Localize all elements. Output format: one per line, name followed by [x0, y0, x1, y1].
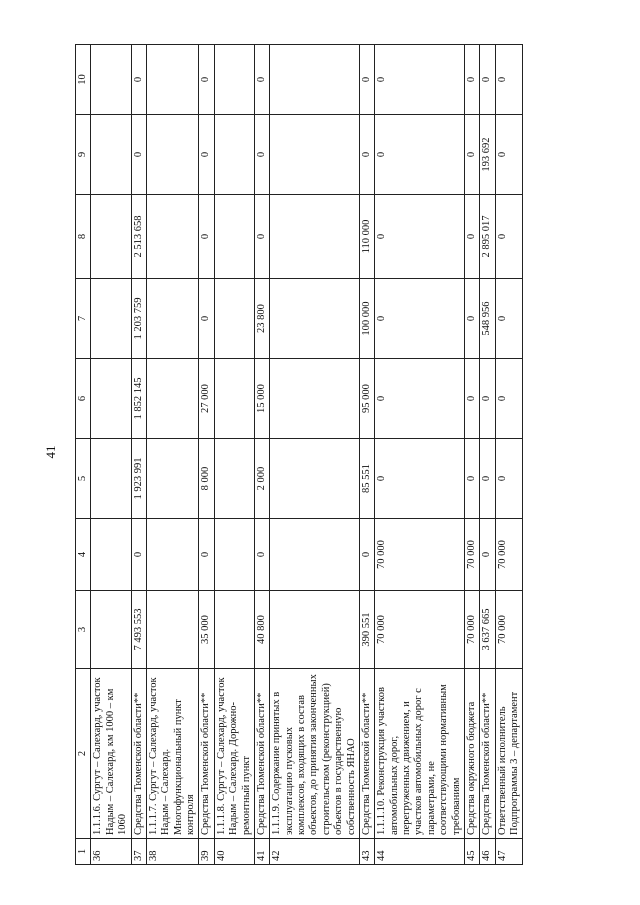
value-cell: 27 000 — [199, 359, 214, 439]
value-cell: 0 — [199, 519, 214, 591]
value-cell — [214, 279, 254, 359]
column-header: 3 — [76, 591, 91, 669]
value-cell: 70 000 — [495, 591, 523, 669]
value-cell — [91, 115, 131, 195]
value-cell — [270, 519, 360, 591]
value-cell — [146, 45, 199, 115]
value-cell: 0 — [464, 195, 479, 279]
value-cell: 1 203 759 — [131, 279, 146, 359]
value-cell: 0 — [199, 45, 214, 115]
value-cell: 0 — [495, 279, 523, 359]
value-cell — [146, 279, 199, 359]
value-cell: 548 956 — [480, 279, 495, 359]
value-cell: 0 — [480, 519, 495, 591]
value-cell: 0 — [495, 359, 523, 439]
value-cell: 0 — [464, 45, 479, 115]
value-cell: 0 — [131, 45, 146, 115]
value-cell: 0 — [131, 519, 146, 591]
column-header: 10 — [76, 45, 91, 115]
row-description: 1.1.1.9. Содержание принятых в эксплуатацию пусковых комплексов, входящих в состав объектов, до принятия законченных строительством (реконструкцией) объектов в государственную собственность ЯНАО — [270, 669, 360, 839]
value-cell: 0 — [375, 279, 465, 359]
value-cell: 15 000 — [254, 359, 269, 439]
table-row — [480, 45, 495, 865]
table-row — [199, 45, 214, 865]
row-description: Средства окружного бюджета — [464, 669, 479, 839]
value-cell: 0 — [375, 115, 465, 195]
value-cell: 0 — [495, 45, 523, 115]
value-cell: 0 — [254, 195, 269, 279]
value-cell — [214, 439, 254, 519]
row-description: Ответственный исполнитель Подпрограммы 3 – департамент — [495, 669, 523, 839]
value-cell: 0 — [254, 115, 269, 195]
value-cell: 0 — [375, 359, 465, 439]
table-header-row — [76, 45, 91, 865]
value-cell: 0 — [375, 45, 465, 115]
value-cell: 0 — [199, 195, 214, 279]
value-cell: 70 000 — [495, 519, 523, 591]
row-description: Средства Тюменской области** — [254, 669, 269, 839]
row-number: 43 — [359, 839, 374, 865]
value-cell: 0 — [375, 439, 465, 519]
value-cell: 0 — [254, 45, 269, 115]
rotated-page-content — [75, 45, 575, 865]
value-cell: 0 — [495, 115, 523, 195]
row-number: 40 — [214, 839, 254, 865]
value-cell — [146, 359, 199, 439]
column-header: 6 — [76, 359, 91, 439]
value-cell — [270, 359, 360, 439]
value-cell: 390 551 — [359, 591, 374, 669]
value-cell: 0 — [464, 279, 479, 359]
row-description: 1.1.1.6. Сургут – Салехард, участок Надым – Салехард, км 1000 – км 1060 — [91, 669, 131, 839]
value-cell — [91, 195, 131, 279]
value-cell — [91, 519, 131, 591]
value-cell — [214, 115, 254, 195]
value-cell: 70 000 — [464, 519, 479, 591]
row-number: 47 — [495, 839, 523, 865]
value-cell: 0 — [480, 439, 495, 519]
value-cell — [214, 359, 254, 439]
value-cell: 100 000 — [359, 279, 374, 359]
value-cell: 0 — [464, 115, 479, 195]
column-header: 2 — [76, 669, 91, 839]
row-description: Средства Тюменской области** — [359, 669, 374, 839]
value-cell — [270, 115, 360, 195]
value-cell — [214, 519, 254, 591]
value-cell: 40 800 — [254, 591, 269, 669]
value-cell: 0 — [464, 359, 479, 439]
value-cell — [146, 195, 199, 279]
value-cell: 0 — [359, 115, 374, 195]
value-cell — [270, 279, 360, 359]
row-number: 38 — [146, 839, 199, 865]
value-cell: 3 637 665 — [480, 591, 495, 669]
row-description: 1.1.1.7. Сургут – Салехард, участок Надым – Салехард. Многофункциональный пункт контроля — [146, 669, 199, 839]
value-cell — [146, 439, 199, 519]
row-number: 36 — [91, 839, 131, 865]
value-cell: 0 — [375, 195, 465, 279]
value-cell — [214, 195, 254, 279]
value-cell — [270, 45, 360, 115]
row-description: 1.1.1.8. Сургут – Салехард, участок Надым – Салехард. Дорожно-ремонтный пункт — [214, 669, 254, 839]
value-cell: 1 923 991 — [131, 439, 146, 519]
value-cell: 8 000 — [199, 439, 214, 519]
value-cell — [270, 195, 360, 279]
table-row — [91, 45, 131, 865]
column-header: 7 — [76, 279, 91, 359]
table-row — [375, 45, 465, 865]
value-cell: 0 — [254, 519, 269, 591]
table-row — [464, 45, 479, 865]
row-number: 45 — [464, 839, 479, 865]
value-cell: 85 551 — [359, 439, 374, 519]
value-cell — [91, 439, 131, 519]
value-cell — [214, 45, 254, 115]
value-cell: 2 513 658 — [131, 195, 146, 279]
row-number: 39 — [199, 839, 214, 865]
value-cell: 2 000 — [254, 439, 269, 519]
row-number: 41 — [254, 839, 269, 865]
column-header: 1 — [76, 839, 91, 865]
row-description: Средства Тюменской области** — [480, 669, 495, 839]
value-cell: 0 — [131, 115, 146, 195]
table-row — [254, 45, 269, 865]
row-number: 37 — [131, 839, 146, 865]
value-cell — [91, 45, 131, 115]
value-cell: 23 800 — [254, 279, 269, 359]
table-row — [214, 45, 254, 865]
value-cell — [270, 591, 360, 669]
column-header: 8 — [76, 195, 91, 279]
value-cell: 0 — [199, 279, 214, 359]
column-header: 5 — [76, 439, 91, 519]
table-row — [270, 45, 360, 865]
value-cell: 0 — [495, 195, 523, 279]
value-cell — [91, 591, 131, 669]
table-row — [359, 45, 374, 865]
row-number: 44 — [375, 839, 465, 865]
value-cell: 2 895 017 — [480, 195, 495, 279]
row-description: Средства Тюменской области** — [131, 669, 146, 839]
budget-table — [75, 44, 523, 865]
value-cell — [214, 591, 254, 669]
value-cell: 193 692 — [480, 115, 495, 195]
value-cell — [91, 359, 131, 439]
value-cell — [146, 591, 199, 669]
value-cell: 0 — [480, 359, 495, 439]
value-cell — [91, 279, 131, 359]
value-cell: 0 — [464, 439, 479, 519]
value-cell: 0 — [495, 439, 523, 519]
value-cell: 70 000 — [464, 591, 479, 669]
value-cell: 0 — [199, 115, 214, 195]
column-header: 9 — [76, 115, 91, 195]
value-cell: 1 852 145 — [131, 359, 146, 439]
value-cell: 70 000 — [375, 591, 465, 669]
page-number: 41 — [43, 445, 58, 459]
table-row — [131, 45, 146, 865]
value-cell: 110 000 — [359, 195, 374, 279]
row-description: Средства Тюменской области** — [199, 669, 214, 839]
value-cell: 95 000 — [359, 359, 374, 439]
value-cell: 35 000 — [199, 591, 214, 669]
table-row — [495, 45, 523, 865]
value-cell: 7 493 553 — [131, 591, 146, 669]
column-header: 4 — [76, 519, 91, 591]
value-cell — [146, 519, 199, 591]
value-cell: 0 — [480, 45, 495, 115]
row-description: 1.1.1.10. Реконструкция участков автомобильных дорог, перегруженных движением, и участков автомобильных дорог с параметрами, не соответствующими нормативным требованиям — [375, 669, 465, 839]
value-cell — [270, 439, 360, 519]
row-number: 46 — [480, 839, 495, 865]
value-cell — [146, 115, 199, 195]
row-number: 42 — [270, 839, 360, 865]
value-cell: 0 — [359, 45, 374, 115]
value-cell: 0 — [359, 519, 374, 591]
value-cell: 70 000 — [375, 519, 465, 591]
table-row — [146, 45, 199, 865]
